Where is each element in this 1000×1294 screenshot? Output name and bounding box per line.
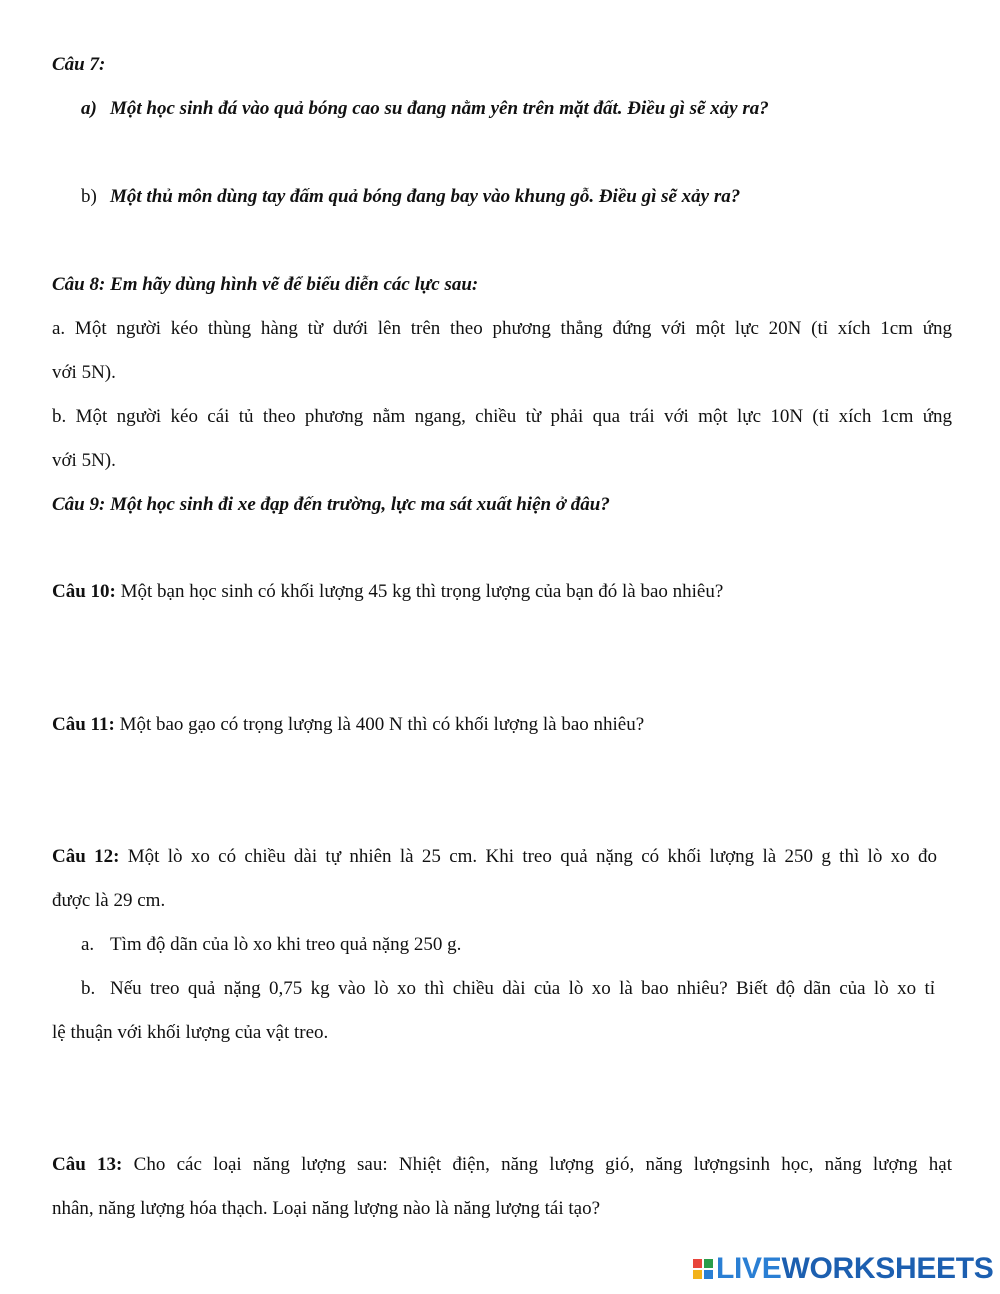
q8-title: Câu 8: Em hãy dùng hình vẽ để biểu diễn các lực sau: (52, 274, 479, 295)
q12-line1 (52, 845, 937, 869)
q7-a-marker: a) (81, 98, 97, 119)
q13-line1 (52, 1153, 952, 1177)
logo-text (716, 1252, 994, 1286)
logo-cube-blue (704, 1270, 713, 1279)
logo-cube-yellow (693, 1270, 702, 1279)
q10-text: Một bạn học sinh có khối lượng 45 kg thì trọng lượng của bạn đó là bao nhiêu? (115, 581, 724, 602)
q12-b-marker: b. (81, 978, 96, 999)
logo-cube-green (704, 1259, 713, 1268)
logo-cube-red (693, 1259, 702, 1268)
q11-question (52, 713, 644, 737)
q12-line2: được là 29 cm. (52, 890, 166, 911)
q13-label: Câu 13: (52, 1154, 123, 1175)
q13-text: Cho các loại năng lượng sau: Nhiệt điện, năng lượng gió, năng lượngsinh học, năng lượng hạt (122, 1154, 952, 1175)
logo-text-worksheets: WORKSHEETS (781, 1252, 994, 1285)
q7-a-text: Một học sinh đá vào quả bóng cao su đang nằm yên trên mặt đất. Điều gì sẽ xảy ra? (110, 98, 769, 119)
q7-b-marker: b) (81, 186, 97, 207)
q12-a-text: Tìm độ dãn của lò xo khi treo quả nặng 250 g. (110, 934, 462, 955)
q12-a-marker: a. (81, 934, 95, 955)
liveworksheets-logo (693, 1252, 994, 1286)
q10-label: Câu 10: (52, 581, 116, 602)
logo-text-live: LIVE (716, 1252, 782, 1285)
q12-label: Câu 12: (52, 846, 120, 867)
q7-b-text: Một thủ môn dùng tay đấm quả bóng đang bay vào khung gỗ. Điều gì sẽ xảy ra? (110, 186, 741, 207)
q11-text: Một bao gạo có trọng lượng là 400 N thì có khối lượng là bao nhiêu? (114, 714, 645, 735)
q13-line2: nhân, năng lượng hóa thạch. Loại năng lượng nào là năng lượng tái tạo? (52, 1198, 601, 1219)
q12-b-line2: lệ thuận với khối lượng của vật treo. (52, 1022, 329, 1043)
q7-title: Câu 7: (52, 54, 106, 75)
logo-cubes-icon (693, 1259, 713, 1279)
q10-question (52, 580, 723, 604)
q11-label: Câu 11: (52, 714, 115, 735)
q9-title: Câu 9: Một học sinh đi xe đạp đến trường, lực ma sát xuất hiện ở đâu? (52, 494, 610, 515)
q8-a-line2: với 5N). (52, 362, 116, 383)
q8-b-line1: b. Một người kéo cái tủ theo phương nằm ngang, chiều từ phải qua trái với một lực 10N (tỉ xích 1cm ứng (52, 406, 952, 427)
q12-text: Một lò xo có chiều dài tự nhiên là 25 cm. Khi treo quả nặng có khối lượng là 250 g thì lò xo đo (119, 846, 937, 867)
q12-b-line1: Nếu treo quả nặng 0,75 kg vào lò xo thì chiều dài của lò xo là bao nhiêu? Biết độ dãn của lò xo tỉ (110, 978, 935, 999)
q8-a-line1: a. Một người kéo thùng hàng từ dưới lên trên theo phương thẳng đứng với một lực 20N (tỉ xích 1cm ứng (52, 318, 952, 339)
q8-b-line2: với 5N). (52, 450, 116, 471)
